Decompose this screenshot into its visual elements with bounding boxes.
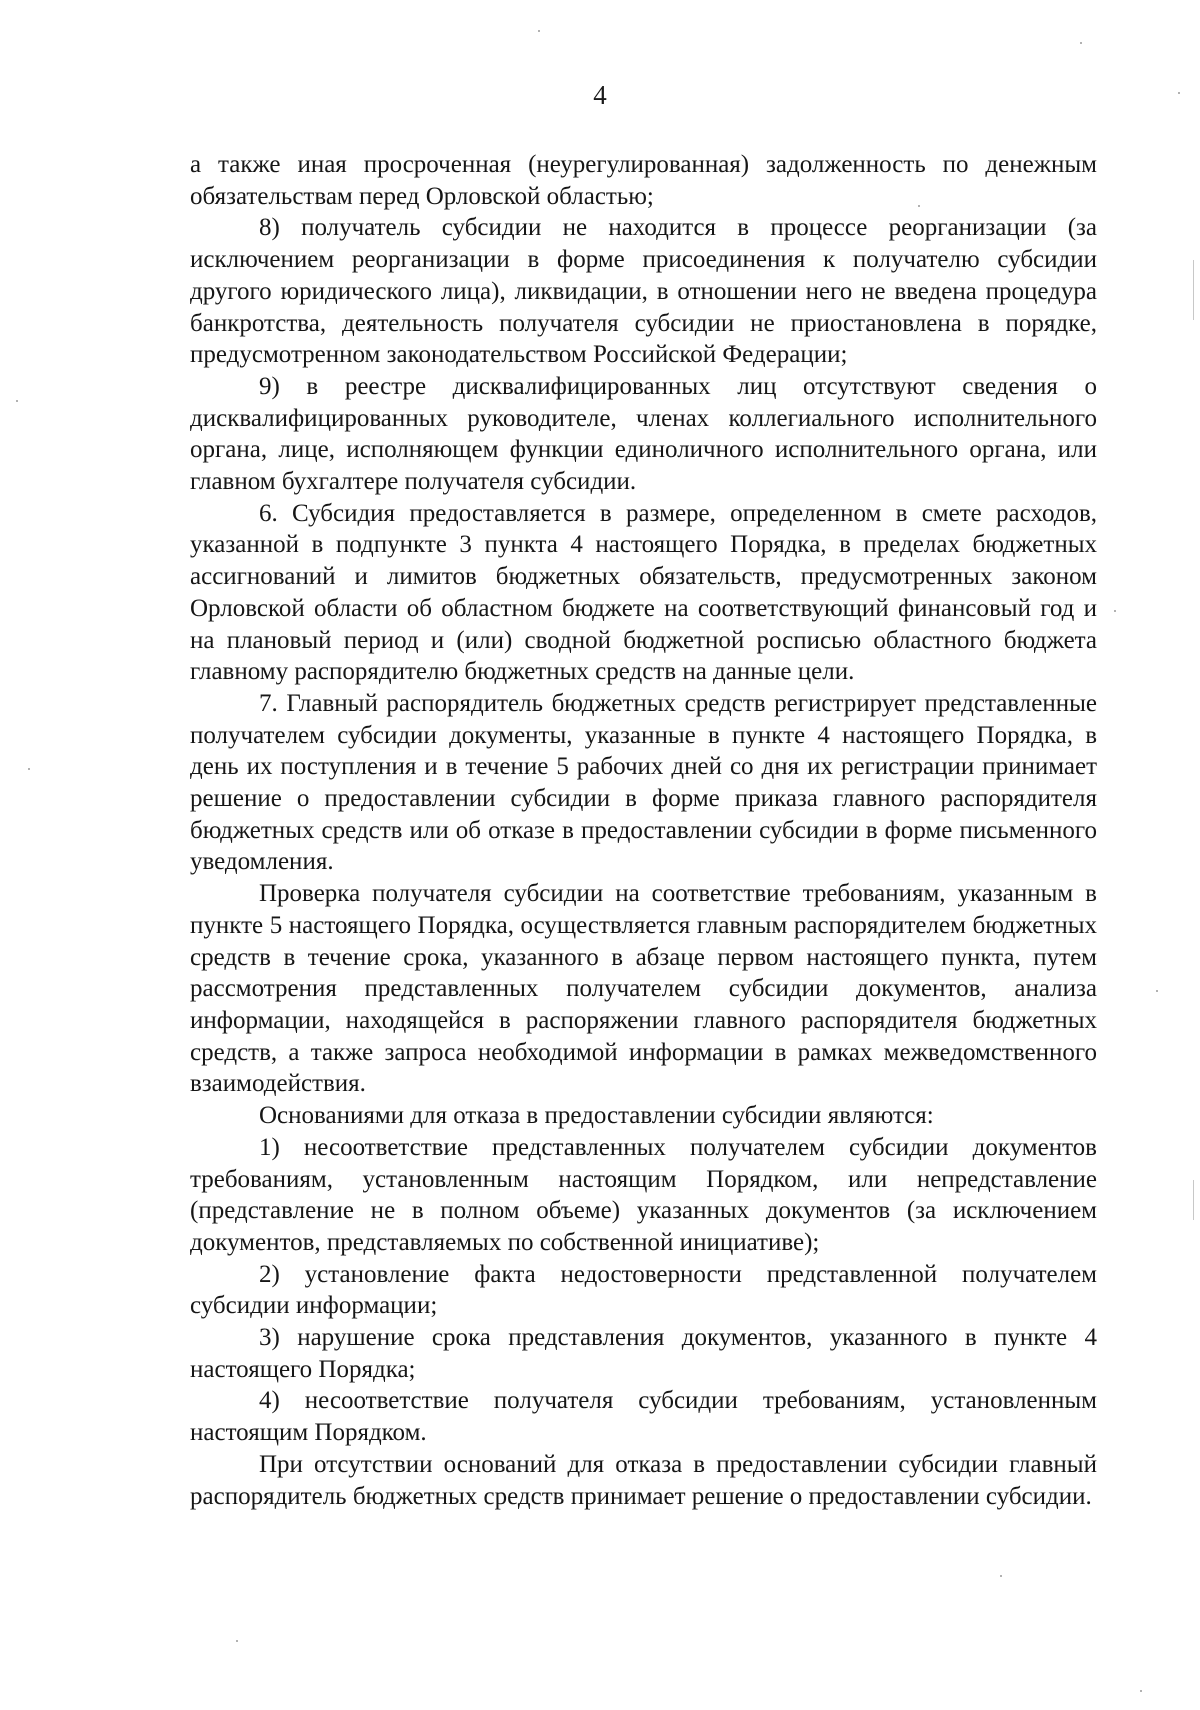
paragraph-verification: Проверка получателя субсидии на соответствие требованиям, указанным в пункте 5 настоящего Порядка, осуществляется главным распорядителем бюджетных средств в течение срока, указанного в абзаце первом настоящего пункта, путем рассмотрения представленных получателем субсидии документов, анализа информации, находящейся в распоряжении главного распорядителя бюджетных средств, а также запроса необходимой информации в рамках межведомственного взаимодействия.: [190, 880, 1097, 1098]
scan-speck: [1114, 610, 1116, 612]
paragraph-clause-7: 7. Главный распорядитель бюджетных средств регистрирует представленные получателем субсидии документы, указанные в пункте 4 настоящего Порядка, в день их поступления и в течение 5 рабочих дней со дня их регистрации принимает решение о предоставлении субсидии в форме приказа главного распорядителя бюджетных средств или об отказе в предоставлении субсидии в форме письменного уведомления.: [190, 689, 1097, 876]
scan-speck: [16, 400, 18, 402]
scan-speck: [918, 205, 920, 207]
paragraph-refusal-ground-1: 1) несоответствие представленных получателем субсидии документов требованиям, установленным настоящим Порядком, или непредставление (представление не в полном объеме) указанных документов (за исключением документов, представляемых по собственной инициативе);: [190, 1133, 1097, 1256]
paragraph-refusal-ground-4: 4) несоответствие получателя субсидии требованиям, установленным настоящим Порядком.: [190, 1387, 1097, 1447]
paragraph-refusal-grounds-intro: Основаниями для отказа в предоставлении субсидии являются:: [259, 1102, 934, 1130]
document-body: [190, 149, 1097, 1512]
page-number: 4: [593, 80, 607, 110]
scan-speck: [236, 1640, 238, 1642]
scan-speck: [1000, 1575, 1002, 1577]
paragraph-decision: При отсутствии оснований для отказа в предоставлении субсидии главный распорядитель бюджетных средств принимает решение о предоставлении субсидии.: [190, 1450, 1097, 1510]
scan-edge-line: [1193, 260, 1194, 320]
scan-speck: [1178, 92, 1180, 94]
scan-speck: [1140, 1690, 1142, 1692]
paragraph-debt-continuation: а также иная просроченная (неурегулированная) задолженность по денежным обязательствам перед Орловской областью;: [190, 151, 1097, 210]
paragraph-clause-6: 6. Субсидия предоставляется в размере, определенном в смете расходов, указанной в подпункте 3 пункта 4 настоящего Порядка, в пределах бюджетных ассигнований и лимитов бюджетных обязательств, предусмотренных законом Орловской области об областном бюджете на соответствующий финансовый год и на плановый период и (или) сводной бюджетной росписью областного бюджета главному распорядителю бюджетных средств на данные цели.: [190, 499, 1097, 686]
scan-speck: [28, 768, 30, 770]
paragraph-refusal-ground-3: 3) нарушение срока представления документов, указанного в пункте 4 настоящего Порядка;: [190, 1324, 1097, 1383]
scan-speck: [538, 30, 540, 32]
scan-speck: [1156, 990, 1158, 992]
paragraph-refusal-ground-2: 2) установление факта недостоверности представленной получателем субсидии информации;: [190, 1260, 1097, 1320]
scan-speck: [1080, 42, 1082, 44]
scan-edge-line: [1193, 1180, 1194, 1220]
paragraph-item-8: 8) получатель субсидии не находится в процессе реорганизации (за исключением реорганизации в форме присоединения к получателю субсидии другого юридического лица), ликвидации, в отношении него не введена процедура банкротства, деятельность получателя субсидии не приостановлена в порядке, предусмотренном законодательством Российской Федерации;: [190, 214, 1097, 369]
paragraph-item-9: 9) в реестре дисквалифицированных лиц отсутствуют сведения о дисквалифицированных руководителе, членах коллегиального исполнительного органа, лице, исполняющем функции единоличного исполнительного органа, или главном бухгалтере получателя субсидии.: [190, 372, 1097, 496]
